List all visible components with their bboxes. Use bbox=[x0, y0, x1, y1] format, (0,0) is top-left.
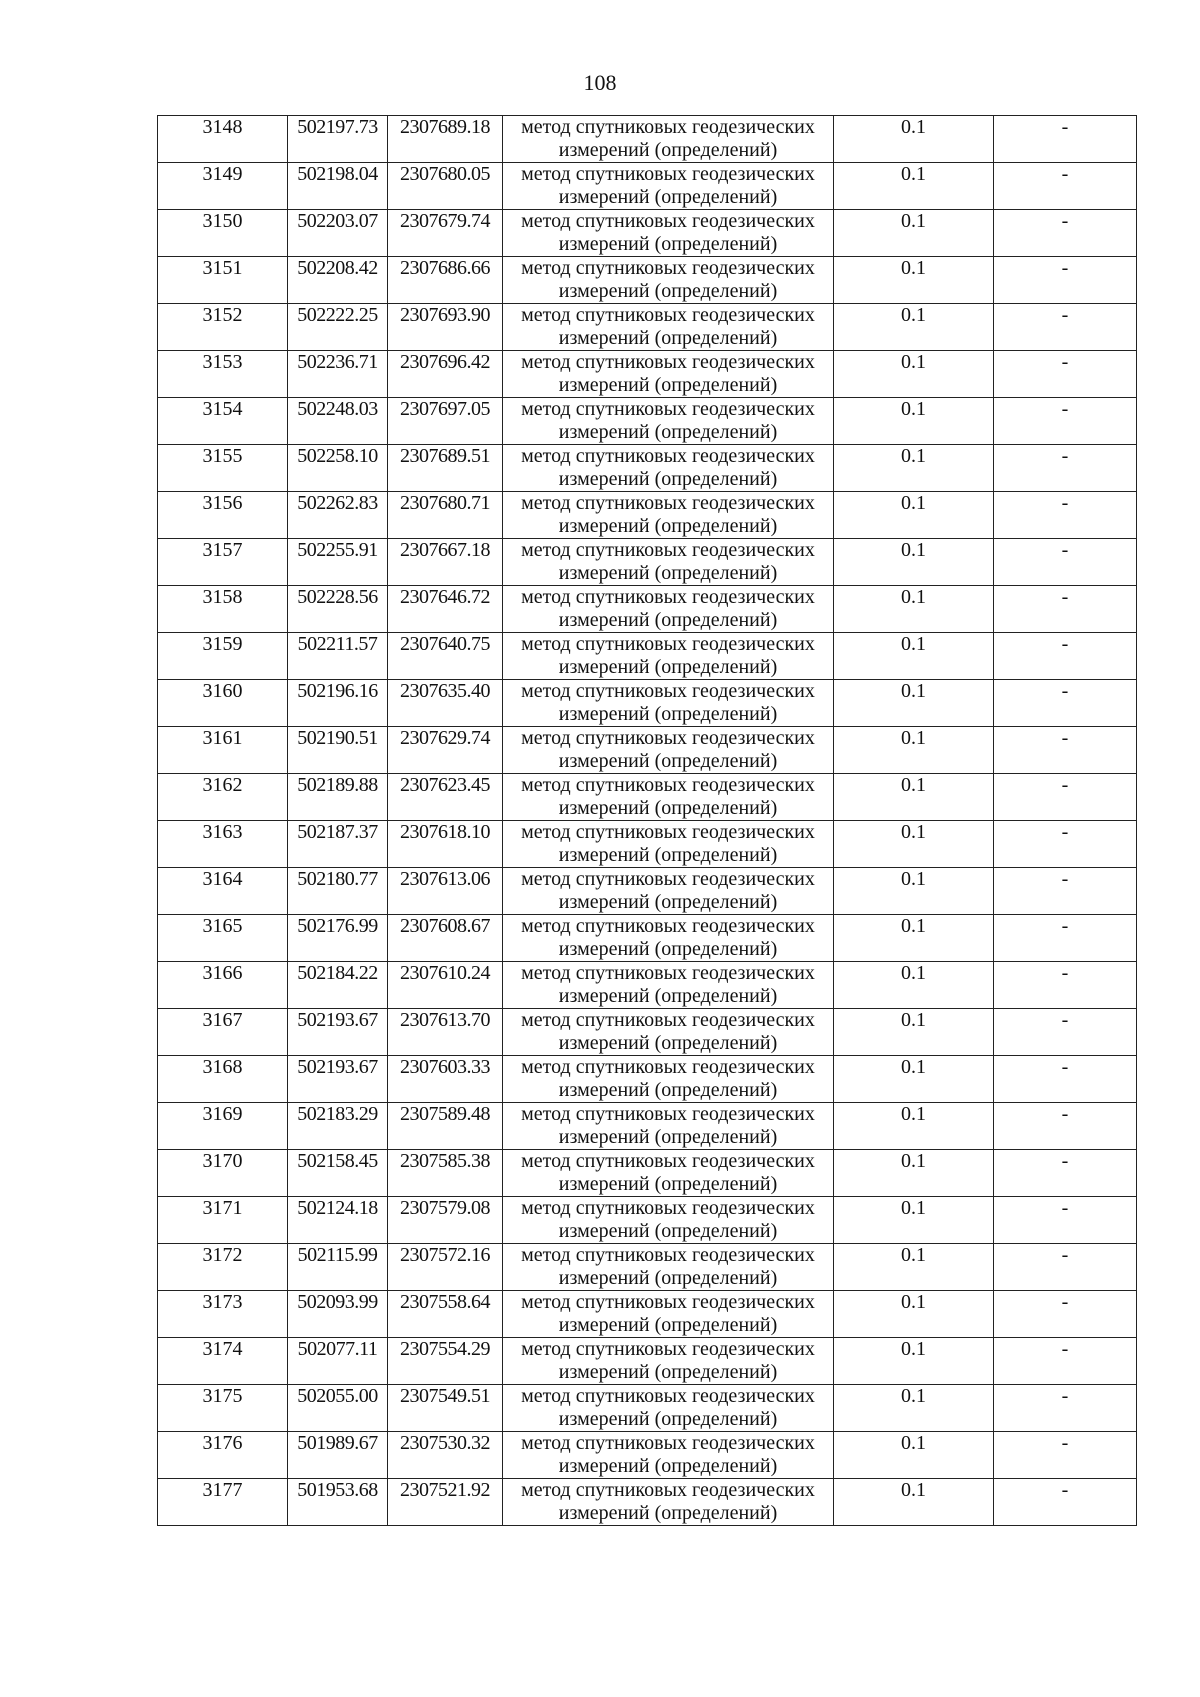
point-number-cell: 3149 bbox=[158, 163, 288, 210]
point-number-cell: 3155 bbox=[158, 445, 288, 492]
table-row bbox=[158, 680, 1137, 727]
y-coordinate-cell: 2307618.10 bbox=[388, 821, 503, 868]
y-coordinate-cell: 2307585.38 bbox=[388, 1150, 503, 1197]
y-coordinate-cell: 2307640.75 bbox=[388, 633, 503, 680]
x-coordinate-cell: 502183.29 bbox=[288, 1103, 388, 1150]
y-coordinate-cell: 2307697.05 bbox=[388, 398, 503, 445]
x-coordinate-cell: 502262.83 bbox=[288, 492, 388, 539]
description-cell: - bbox=[994, 1338, 1137, 1385]
method-cell: метод спутниковых геодезических измерений (определений) bbox=[503, 445, 834, 492]
method-cell: метод спутниковых геодезических измерений (определений) bbox=[503, 962, 834, 1009]
point-number-cell: 3176 bbox=[158, 1432, 288, 1479]
table-row bbox=[158, 821, 1137, 868]
method-cell: метод спутниковых геодезических измерений (определений) bbox=[503, 492, 834, 539]
point-number-cell: 3157 bbox=[158, 539, 288, 586]
x-coordinate-cell: 502124.18 bbox=[288, 1197, 388, 1244]
x-coordinate-cell: 502180.77 bbox=[288, 868, 388, 915]
accuracy-cell: 0.1 bbox=[834, 915, 994, 962]
point-number-cell: 3161 bbox=[158, 727, 288, 774]
accuracy-cell: 0.1 bbox=[834, 163, 994, 210]
table-row bbox=[158, 1244, 1137, 1291]
y-coordinate-cell: 2307680.05 bbox=[388, 163, 503, 210]
y-coordinate-cell: 2307608.67 bbox=[388, 915, 503, 962]
x-coordinate-cell: 502248.03 bbox=[288, 398, 388, 445]
description-cell: - bbox=[994, 1009, 1137, 1056]
point-number-cell: 3168 bbox=[158, 1056, 288, 1103]
description-cell: - bbox=[994, 821, 1137, 868]
accuracy-cell: 0.1 bbox=[834, 1291, 994, 1338]
x-coordinate-cell: 502198.04 bbox=[288, 163, 388, 210]
point-number-cell: 3156 bbox=[158, 492, 288, 539]
point-number-cell: 3177 bbox=[158, 1479, 288, 1526]
table-row bbox=[158, 210, 1137, 257]
description-cell: - bbox=[994, 586, 1137, 633]
accuracy-cell: 0.1 bbox=[834, 1338, 994, 1385]
y-coordinate-cell: 2307629.74 bbox=[388, 727, 503, 774]
accuracy-cell: 0.1 bbox=[834, 1056, 994, 1103]
accuracy-cell: 0.1 bbox=[834, 398, 994, 445]
accuracy-cell: 0.1 bbox=[834, 821, 994, 868]
y-coordinate-cell: 2307689.18 bbox=[388, 116, 503, 163]
description-cell: - bbox=[994, 1291, 1137, 1338]
accuracy-cell: 0.1 bbox=[834, 1103, 994, 1150]
y-coordinate-cell: 2307667.18 bbox=[388, 539, 503, 586]
table-row bbox=[158, 257, 1137, 304]
description-cell: - bbox=[994, 1056, 1137, 1103]
table-row bbox=[158, 492, 1137, 539]
accuracy-cell: 0.1 bbox=[834, 1244, 994, 1291]
method-cell: метод спутниковых геодезических измерений (определений) bbox=[503, 915, 834, 962]
method-cell: метод спутниковых геодезических измерений (определений) bbox=[503, 1432, 834, 1479]
point-number-cell: 3152 bbox=[158, 304, 288, 351]
table-row bbox=[158, 727, 1137, 774]
table-row bbox=[158, 1432, 1137, 1479]
table-row bbox=[158, 304, 1137, 351]
description-cell: - bbox=[994, 116, 1137, 163]
method-cell: метод спутниковых геодезических измерений (определений) bbox=[503, 680, 834, 727]
accuracy-cell: 0.1 bbox=[834, 445, 994, 492]
description-cell: - bbox=[994, 1244, 1137, 1291]
x-coordinate-cell: 502208.42 bbox=[288, 257, 388, 304]
method-cell: метод спутниковых геодезических измерений (определений) bbox=[503, 1150, 834, 1197]
point-number-cell: 3162 bbox=[158, 774, 288, 821]
x-coordinate-cell: 502184.22 bbox=[288, 962, 388, 1009]
point-number-cell: 3170 bbox=[158, 1150, 288, 1197]
point-number-cell: 3151 bbox=[158, 257, 288, 304]
point-number-cell: 3163 bbox=[158, 821, 288, 868]
x-coordinate-cell: 502055.00 bbox=[288, 1385, 388, 1432]
accuracy-cell: 0.1 bbox=[834, 962, 994, 1009]
accuracy-cell: 0.1 bbox=[834, 727, 994, 774]
y-coordinate-cell: 2307603.33 bbox=[388, 1056, 503, 1103]
method-cell: метод спутниковых геодезических измерений (определений) bbox=[503, 1103, 834, 1150]
y-coordinate-cell: 2307679.74 bbox=[388, 210, 503, 257]
table-row bbox=[158, 163, 1137, 210]
accuracy-cell: 0.1 bbox=[834, 539, 994, 586]
table-row bbox=[158, 633, 1137, 680]
accuracy-cell: 0.1 bbox=[834, 210, 994, 257]
method-cell: метод спутниковых геодезических измерений (определений) bbox=[503, 304, 834, 351]
description-cell: - bbox=[994, 1385, 1137, 1432]
x-coordinate-cell: 502193.67 bbox=[288, 1056, 388, 1103]
method-cell: метод спутниковых геодезических измерений (определений) bbox=[503, 1056, 834, 1103]
accuracy-cell: 0.1 bbox=[834, 1150, 994, 1197]
x-coordinate-cell: 502236.71 bbox=[288, 351, 388, 398]
x-coordinate-cell: 502255.91 bbox=[288, 539, 388, 586]
point-number-cell: 3153 bbox=[158, 351, 288, 398]
x-coordinate-cell: 502197.73 bbox=[288, 116, 388, 163]
method-cell: метод спутниковых геодезических измерений (определений) bbox=[503, 398, 834, 445]
table-row bbox=[158, 1056, 1137, 1103]
accuracy-cell: 0.1 bbox=[834, 351, 994, 398]
point-number-cell: 3154 bbox=[158, 398, 288, 445]
y-coordinate-cell: 2307696.42 bbox=[388, 351, 503, 398]
y-coordinate-cell: 2307554.29 bbox=[388, 1338, 503, 1385]
y-coordinate-cell: 2307680.71 bbox=[388, 492, 503, 539]
point-number-cell: 3172 bbox=[158, 1244, 288, 1291]
description-cell: - bbox=[994, 1197, 1137, 1244]
accuracy-cell: 0.1 bbox=[834, 1197, 994, 1244]
method-cell: метод спутниковых геодезических измерений (определений) bbox=[503, 1197, 834, 1244]
method-cell: метод спутниковых геодезических измерений (определений) bbox=[503, 539, 834, 586]
x-coordinate-cell: 502158.45 bbox=[288, 1150, 388, 1197]
description-cell: - bbox=[994, 398, 1137, 445]
y-coordinate-cell: 2307635.40 bbox=[388, 680, 503, 727]
method-cell: метод спутниковых геодезических измерений (определений) bbox=[503, 116, 834, 163]
y-coordinate-cell: 2307623.45 bbox=[388, 774, 503, 821]
method-cell: метод спутниковых геодезических измерений (определений) bbox=[503, 1009, 834, 1056]
description-cell: - bbox=[994, 1150, 1137, 1197]
y-coordinate-cell: 2307610.24 bbox=[388, 962, 503, 1009]
description-cell: - bbox=[994, 163, 1137, 210]
table-row bbox=[158, 1009, 1137, 1056]
point-number-cell: 3171 bbox=[158, 1197, 288, 1244]
accuracy-cell: 0.1 bbox=[834, 304, 994, 351]
point-number-cell: 3165 bbox=[158, 915, 288, 962]
y-coordinate-cell: 2307646.72 bbox=[388, 586, 503, 633]
table-row bbox=[158, 1291, 1137, 1338]
accuracy-cell: 0.1 bbox=[834, 774, 994, 821]
y-coordinate-cell: 2307549.51 bbox=[388, 1385, 503, 1432]
accuracy-cell: 0.1 bbox=[834, 633, 994, 680]
table-row bbox=[158, 398, 1137, 445]
method-cell: метод спутниковых геодезических измерений (определений) bbox=[503, 633, 834, 680]
table-row bbox=[158, 1103, 1137, 1150]
description-cell: - bbox=[994, 351, 1137, 398]
method-cell: метод спутниковых геодезических измерений (определений) bbox=[503, 1479, 834, 1526]
method-cell: метод спутниковых геодезических измерений (определений) bbox=[503, 586, 834, 633]
coordinates-table bbox=[157, 115, 1137, 1526]
method-cell: метод спутниковых геодезических измерений (определений) bbox=[503, 1385, 834, 1432]
y-coordinate-cell: 2307693.90 bbox=[388, 304, 503, 351]
table-row bbox=[158, 1197, 1137, 1244]
coordinates-table-body bbox=[158, 116, 1137, 1526]
x-coordinate-cell: 502222.25 bbox=[288, 304, 388, 351]
table-row bbox=[158, 1338, 1137, 1385]
accuracy-cell: 0.1 bbox=[834, 1009, 994, 1056]
point-number-cell: 3175 bbox=[158, 1385, 288, 1432]
point-number-cell: 3150 bbox=[158, 210, 288, 257]
y-coordinate-cell: 2307689.51 bbox=[388, 445, 503, 492]
point-number-cell: 3169 bbox=[158, 1103, 288, 1150]
description-cell: - bbox=[994, 1432, 1137, 1479]
method-cell: метод спутниковых геодезических измерений (определений) bbox=[503, 821, 834, 868]
table-row bbox=[158, 539, 1137, 586]
method-cell: метод спутниковых геодезических измерений (определений) bbox=[503, 163, 834, 210]
x-coordinate-cell: 502211.57 bbox=[288, 633, 388, 680]
description-cell: - bbox=[994, 539, 1137, 586]
accuracy-cell: 0.1 bbox=[834, 257, 994, 304]
x-coordinate-cell: 502189.88 bbox=[288, 774, 388, 821]
accuracy-cell: 0.1 bbox=[834, 116, 994, 163]
point-number-cell: 3148 bbox=[158, 116, 288, 163]
accuracy-cell: 0.1 bbox=[834, 1479, 994, 1526]
method-cell: метод спутниковых геодезических измерений (определений) bbox=[503, 774, 834, 821]
x-coordinate-cell: 502115.99 bbox=[288, 1244, 388, 1291]
accuracy-cell: 0.1 bbox=[834, 586, 994, 633]
method-cell: метод спутниковых геодезических измерений (определений) bbox=[503, 1291, 834, 1338]
x-coordinate-cell: 502203.07 bbox=[288, 210, 388, 257]
y-coordinate-cell: 2307686.66 bbox=[388, 257, 503, 304]
x-coordinate-cell: 502196.16 bbox=[288, 680, 388, 727]
table-row bbox=[158, 774, 1137, 821]
point-number-cell: 3158 bbox=[158, 586, 288, 633]
table-row bbox=[158, 1479, 1137, 1526]
method-cell: метод спутниковых геодезических измерений (определений) bbox=[503, 727, 834, 774]
description-cell: - bbox=[994, 1103, 1137, 1150]
method-cell: метод спутниковых геодезических измерений (определений) bbox=[503, 351, 834, 398]
description-cell: - bbox=[994, 210, 1137, 257]
x-coordinate-cell: 502228.56 bbox=[288, 586, 388, 633]
table-row bbox=[158, 445, 1137, 492]
description-cell: - bbox=[994, 445, 1137, 492]
table-row bbox=[158, 962, 1137, 1009]
table-row bbox=[158, 1150, 1137, 1197]
table-row bbox=[158, 1385, 1137, 1432]
x-coordinate-cell: 502193.67 bbox=[288, 1009, 388, 1056]
x-coordinate-cell: 502258.10 bbox=[288, 445, 388, 492]
description-cell: - bbox=[994, 915, 1137, 962]
description-cell: - bbox=[994, 492, 1137, 539]
x-coordinate-cell: 501953.68 bbox=[288, 1479, 388, 1526]
table-row bbox=[158, 868, 1137, 915]
point-number-cell: 3173 bbox=[158, 1291, 288, 1338]
x-coordinate-cell: 502187.37 bbox=[288, 821, 388, 868]
description-cell: - bbox=[994, 633, 1137, 680]
description-cell: - bbox=[994, 304, 1137, 351]
point-number-cell: 3160 bbox=[158, 680, 288, 727]
accuracy-cell: 0.1 bbox=[834, 868, 994, 915]
y-coordinate-cell: 2307530.32 bbox=[388, 1432, 503, 1479]
point-number-cell: 3166 bbox=[158, 962, 288, 1009]
x-coordinate-cell: 502176.99 bbox=[288, 915, 388, 962]
accuracy-cell: 0.1 bbox=[834, 1432, 994, 1479]
description-cell: - bbox=[994, 257, 1137, 304]
x-coordinate-cell: 502093.99 bbox=[288, 1291, 388, 1338]
x-coordinate-cell: 501989.67 bbox=[288, 1432, 388, 1479]
description-cell: - bbox=[994, 962, 1137, 1009]
description-cell: - bbox=[994, 774, 1137, 821]
point-number-cell: 3164 bbox=[158, 868, 288, 915]
accuracy-cell: 0.1 bbox=[834, 680, 994, 727]
method-cell: метод спутниковых геодезических измерений (определений) bbox=[503, 210, 834, 257]
y-coordinate-cell: 2307558.64 bbox=[388, 1291, 503, 1338]
method-cell: метод спутниковых геодезических измерений (определений) bbox=[503, 868, 834, 915]
accuracy-cell: 0.1 bbox=[834, 1385, 994, 1432]
method-cell: метод спутниковых геодезических измерений (определений) bbox=[503, 257, 834, 304]
description-cell: - bbox=[994, 680, 1137, 727]
table-row bbox=[158, 116, 1137, 163]
table-row bbox=[158, 915, 1137, 962]
point-number-cell: 3159 bbox=[158, 633, 288, 680]
table-row bbox=[158, 586, 1137, 633]
description-cell: - bbox=[994, 1479, 1137, 1526]
y-coordinate-cell: 2307579.08 bbox=[388, 1197, 503, 1244]
point-number-cell: 3167 bbox=[158, 1009, 288, 1056]
y-coordinate-cell: 2307521.92 bbox=[388, 1479, 503, 1526]
y-coordinate-cell: 2307572.16 bbox=[388, 1244, 503, 1291]
y-coordinate-cell: 2307613.06 bbox=[388, 868, 503, 915]
description-cell: - bbox=[994, 727, 1137, 774]
point-number-cell: 3174 bbox=[158, 1338, 288, 1385]
y-coordinate-cell: 2307613.70 bbox=[388, 1009, 503, 1056]
description-cell: - bbox=[994, 868, 1137, 915]
x-coordinate-cell: 502190.51 bbox=[288, 727, 388, 774]
x-coordinate-cell: 502077.11 bbox=[288, 1338, 388, 1385]
method-cell: метод спутниковых геодезических измерений (определений) bbox=[503, 1244, 834, 1291]
y-coordinate-cell: 2307589.48 bbox=[388, 1103, 503, 1150]
page-number: 108 bbox=[583, 70, 617, 95]
table-row bbox=[158, 351, 1137, 398]
accuracy-cell: 0.1 bbox=[834, 492, 994, 539]
method-cell: метод спутниковых геодезических измерений (определений) bbox=[503, 1338, 834, 1385]
